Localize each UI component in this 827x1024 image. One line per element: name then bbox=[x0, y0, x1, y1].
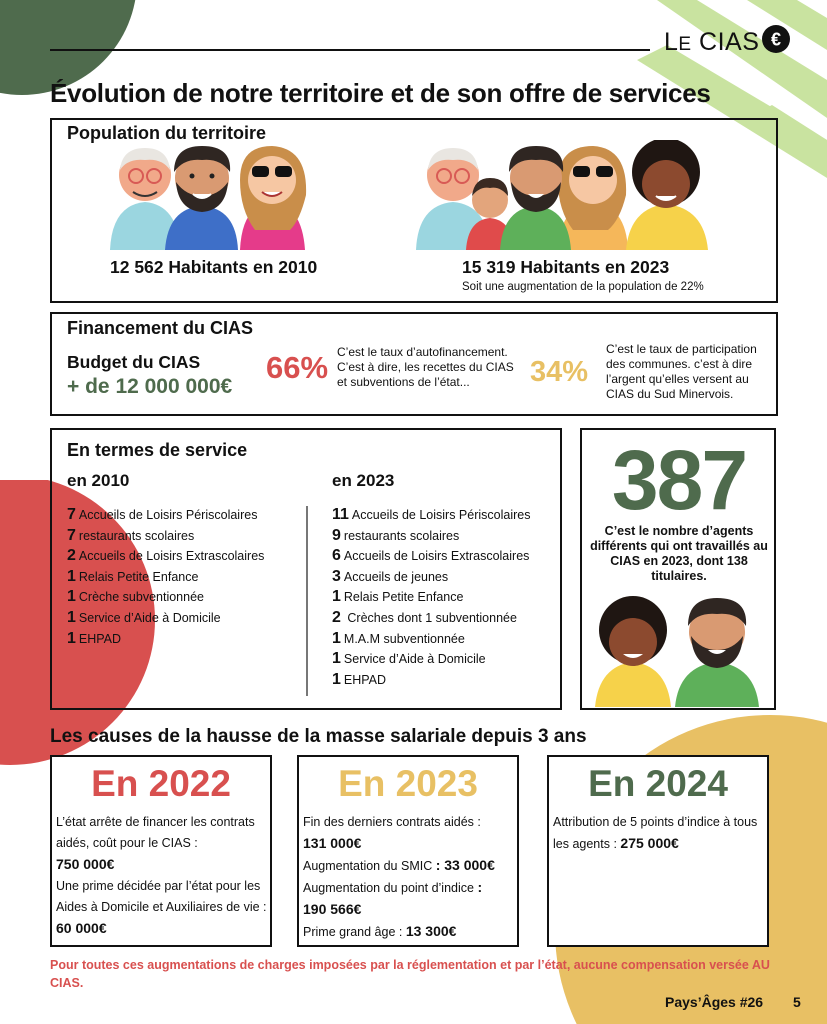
list-item: 1 Service d’Aide à Domicile bbox=[67, 608, 221, 626]
population-2023-stat: 15 319 Habitants en 2023 bbox=[462, 257, 670, 277]
financing-title: Financement du CIAS bbox=[67, 318, 254, 338]
services-title: En termes de service bbox=[67, 440, 248, 460]
population-2010-stat: 12 562 Habitants en 2010 bbox=[110, 257, 318, 277]
communes-percent: 34% bbox=[530, 356, 589, 388]
list-item: 1 EHPAD bbox=[332, 670, 387, 688]
cause-2024-year: En 2024 bbox=[588, 763, 728, 804]
communes-text: C’est le taux de participation des communes. c’est à dire l’argent qu’elles versent au CIAS du Sud Minervois. bbox=[606, 342, 757, 401]
list-item: 11 Accueils de Loisirs Périscolaires bbox=[332, 506, 531, 523]
budget-label: Budget du CIAS bbox=[67, 352, 201, 372]
services-column-divider bbox=[306, 506, 308, 696]
list-item: 1 Relais Petite Enfance bbox=[332, 588, 464, 606]
causes-title: Les causes de la hausse de la masse salariale depuis 3 ans bbox=[50, 726, 587, 747]
list-item: 9 restaurants scolaires bbox=[332, 526, 460, 544]
population-title: Population du territoire bbox=[67, 123, 267, 143]
cause-2023-text: Fin des derniers contrats aidés : 131 000€ Augmentation du SMIC : 33 000€ Augmentation du point d’indice : 190 566€ Prime grand âge : 13 300€ bbox=[303, 815, 495, 939]
population-increase-note: Soit une augmentation de la population de 22% bbox=[462, 281, 704, 293]
cause-2024-text: Attribution de 5 points d’indice à tous les agents : 275 000€ bbox=[553, 815, 758, 851]
services-2010-label: en 2010 bbox=[67, 471, 130, 490]
footer-warning: Pour toutes ces augmentations de charges imposées par la réglementation et par l’état, aucune compensation versée AU CIAS. bbox=[50, 958, 770, 990]
magazine-issue: Pays’Âges #26 bbox=[665, 994, 764, 1010]
list-item: 3 Accueils de jeunes bbox=[332, 567, 449, 585]
cause-2022-year: En 2022 bbox=[91, 763, 231, 804]
svg-text:€: € bbox=[770, 29, 782, 50]
cause-2023-year: En 2023 bbox=[338, 763, 478, 804]
list-item: 1 Relais Petite Enfance bbox=[67, 567, 199, 585]
list-item: 7 restaurants scolaires bbox=[67, 526, 195, 544]
list-item: 2 Accueils de Loisirs Extrascolaires bbox=[67, 547, 265, 565]
section-label: LE CIAS bbox=[664, 28, 760, 56]
agents-illustration bbox=[593, 592, 763, 707]
family-2010-illustration bbox=[100, 140, 310, 250]
budget-value: + de 12 000 000€ bbox=[67, 375, 233, 398]
list-item: 1 EHPAD bbox=[67, 629, 122, 647]
family-2023-illustration bbox=[408, 140, 718, 250]
page-title: Évolution de notre territoire et de son offre de services bbox=[50, 78, 711, 108]
list-item: 6 Accueils de Loisirs Extrascolaires bbox=[332, 547, 530, 565]
list-item: 1 Crèche subventionnée bbox=[67, 588, 204, 606]
self-financing-text: C’est le taux d’autofinancement. C’est à dire, les recettes du CIAS et subventions de l’état... bbox=[337, 345, 514, 389]
page-number: 5 bbox=[793, 994, 801, 1010]
agents-count: 387 bbox=[611, 433, 747, 527]
euro-circle-icon bbox=[761, 24, 791, 54]
list-item: 2 Crèches dont 1 subventionnée bbox=[332, 608, 517, 626]
list-item: 7 Accueils de Loisirs Périscolaires bbox=[67, 506, 258, 523]
list-item: 1 M.A.M subventionnée bbox=[332, 629, 465, 647]
cause-2022-text: L’état arrête de financer les contrats aidés, coût pour le CIAS : 750 000€ Une prime décidée par l’état pour les Aides à Domicile et Auxiliaires de vie : 60 000€ bbox=[56, 815, 267, 936]
list-item: 1 Service d’Aide à Domicile bbox=[332, 650, 486, 668]
self-financing-percent: 66% bbox=[266, 350, 329, 385]
services-2023-label: en 2023 bbox=[332, 471, 395, 490]
header-rule bbox=[50, 49, 650, 51]
services-2023-list bbox=[332, 505, 530, 690]
agents-text: C’est le nombre d’agents différents qui ont travaillés au CIAS en 2023, dont 138 titulaires. bbox=[590, 524, 768, 583]
services-2010-list bbox=[67, 505, 264, 649]
